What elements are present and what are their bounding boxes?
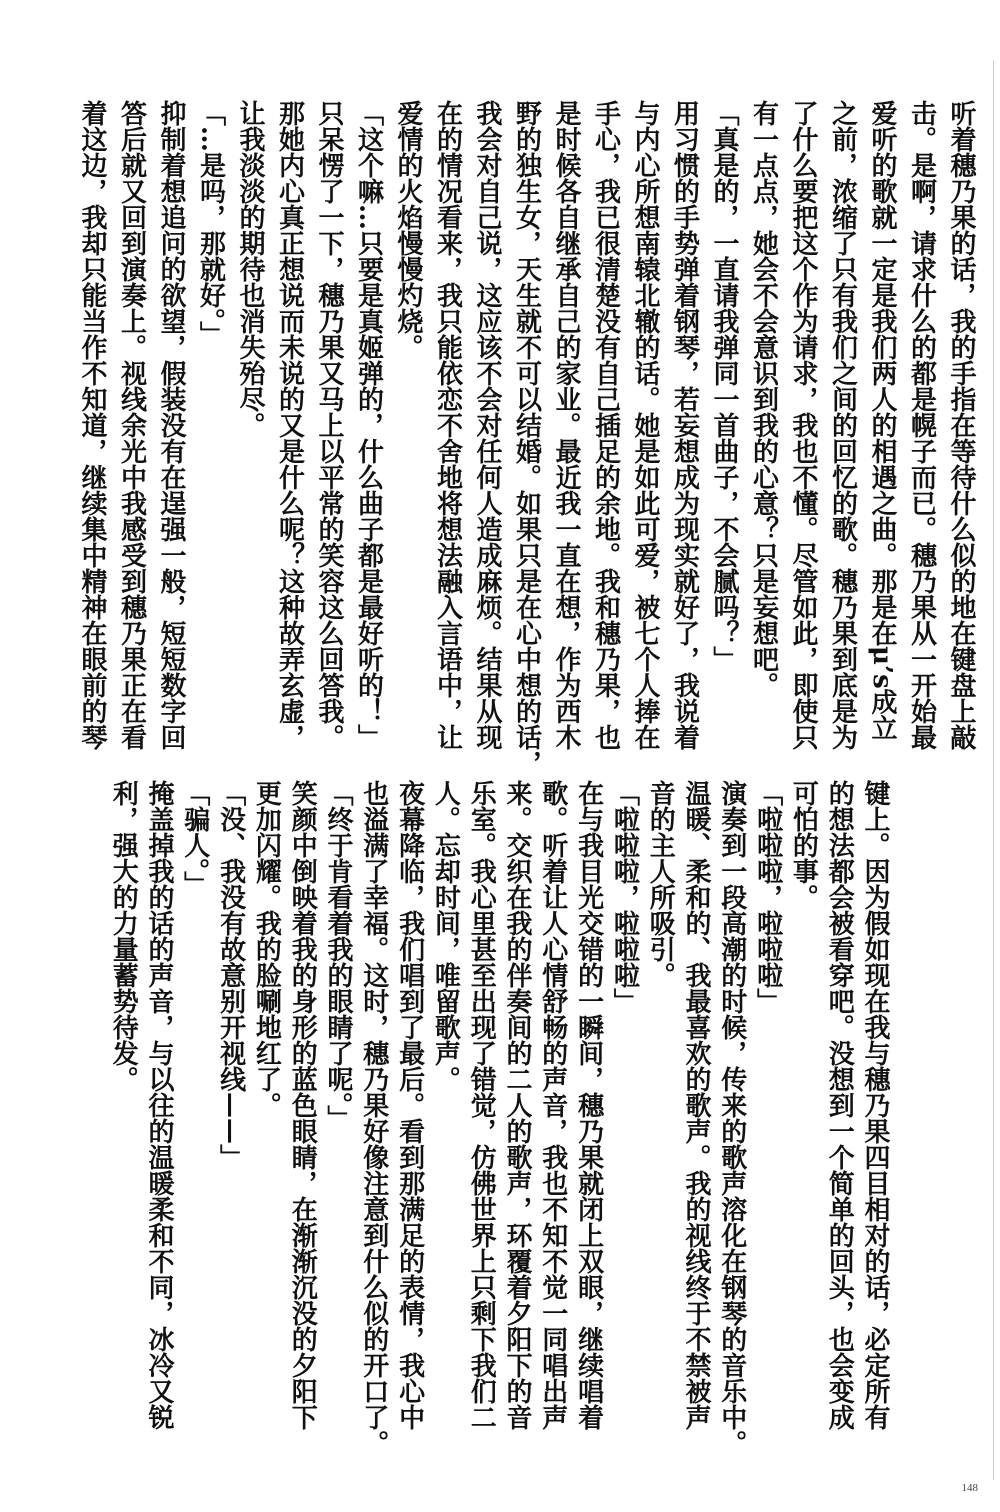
- text-column: 抑制着想追问的欲望，假装没有在逞强一般，短短数字回: [156, 100, 186, 750]
- text-column: 「终于肯看着我的眼睛了呢。」: [323, 780, 353, 1131]
- text-column: 爱情的火焰慢慢灼烧。: [393, 100, 423, 360]
- text-column: 「真是的，一直请我弹同一首曲子，不会腻吗？」: [709, 100, 739, 672]
- text-column: 来。交织在我的伴奏间的二人的歌声，环覆着夕阳下的音: [502, 780, 532, 1430]
- text-column: 掩盖掉我的话的声音，与以往的温暖柔和不同，冰冷又锐: [144, 780, 174, 1430]
- text-column: 在的情况看来，我只能依恋不舍地将想法融入言语中，让: [432, 100, 463, 750]
- page-edge-line: [993, 60, 994, 1480]
- text-column: 用习惯的手势弹着钢琴，若妄想成为现实就好了，我说着: [669, 100, 700, 750]
- text-column: 更加闪耀。我的脸唰地红了。: [251, 780, 282, 1118]
- text-column: 是时候各自继承自己的家业。最近我一直在想，作为西木: [551, 100, 581, 750]
- text-column: 也溢满了幸福。这时，穗乃果好像注意到什么似的开口了。: [358, 780, 389, 1456]
- text-column: 与内心所想南辕北辙的话。她是如此可爱，被七个人捧在: [630, 100, 660, 750]
- text-column: 我会对自己说，这应该不会对任何人造成麻烦。结果从现: [472, 100, 502, 750]
- text-column: 了什么要把这个作为请求，我也不懂。尽管如此，即使只: [788, 100, 818, 750]
- text-column: 夜幕降临，我们唱到了最后。看到那满足的表情，我心中: [394, 780, 425, 1430]
- text-column: 键上。因为假如现在我与穗乃果四目相对的话，必定所有: [860, 780, 890, 1430]
- text-column: 手心，我已很清楚没有自己插足的余地。我和穗乃果，也: [590, 100, 621, 750]
- text-column: 答后就又回到演奏上。视线余光中我感受到穗乃果正在看: [116, 100, 147, 750]
- text-column: 的想法都会被看穿吧。没想到一个简单的回头，也会变成: [824, 780, 855, 1430]
- text-column: 那她内心真正想说而未说的又是什么呢？这种故弄玄虚，: [274, 100, 305, 750]
- text-column: 有一点点，她会不会意识到我的心意？只是妄想吧。: [748, 100, 779, 698]
- text-column: 歌。听着让人心情舒畅的声音，我也不知不觉一同唱出声: [537, 780, 568, 1430]
- text-column: 着这边，我却只能当作不知道，继续集中精神在眼前的琴: [77, 100, 107, 750]
- text-column: 击。是啊，请求什么的都是幌子而已。穗乃果从一开始最: [906, 100, 937, 750]
- text-column: 音的主人所吸引。: [645, 780, 676, 988]
- text-column: 「骗人。」: [179, 780, 210, 897]
- text-column: 爱听的歌就一定是我们两人的相遇之曲。那是在μ’s成立: [867, 100, 897, 741]
- text-column: 只呆愣了一下，穗乃果又马上以平常的笑容这么回答我。: [314, 100, 344, 750]
- text-column: 温暖、柔和的、我最喜欢的歌声。我的视线终于不禁被声: [681, 780, 711, 1430]
- text-column: 「没、我没有故意别开视线——」: [215, 780, 246, 1170]
- text-column: 听着穗乃果的话，我的手指在等待什么似的地在键盘上敲: [946, 100, 976, 750]
- text-column: 「这个嘛…只要是真姬弹的，什么曲子都是最好听的！」: [353, 100, 384, 750]
- text-column: 乐室。我心里甚至出现了错觉，仿佛世界上只剩下我们二: [466, 780, 497, 1430]
- text-column: 「啦啦啦，啦啦啦」: [609, 780, 640, 1014]
- text-column: 「啦啦啦，啦啦啦」: [752, 780, 783, 1014]
- text-column: 演奏到一段高潮的时候，传来的歌声溶化在钢琴的音乐中。: [716, 780, 747, 1456]
- text-column: 笑颜中倒映着我的身形的蓝色眼睛，在渐渐沉没的夕阳下: [287, 780, 318, 1430]
- text-column: 在与我目光交错的一瞬间，穗乃果就闭上双眼，继续唱着: [573, 780, 604, 1430]
- text-column: 利，强大的力量蓄势待发。: [108, 780, 139, 1092]
- text-column: 让我淡淡的期待也消失殆尽。: [235, 100, 265, 438]
- text-column: 之前，浓缩了只有我们之间的回忆的歌。穗乃果到底是为: [827, 100, 858, 750]
- text-column: 人。忘却时间，唯留歌声。: [430, 780, 461, 1092]
- page-number: 148: [961, 1482, 978, 1494]
- text-column: 可怕的事。: [788, 780, 819, 910]
- text-column: 「…是吗，那就好。」: [195, 100, 226, 347]
- text-column: 野的独生女，天生就不可以结婚。如果只是在心中想的话，: [511, 100, 542, 776]
